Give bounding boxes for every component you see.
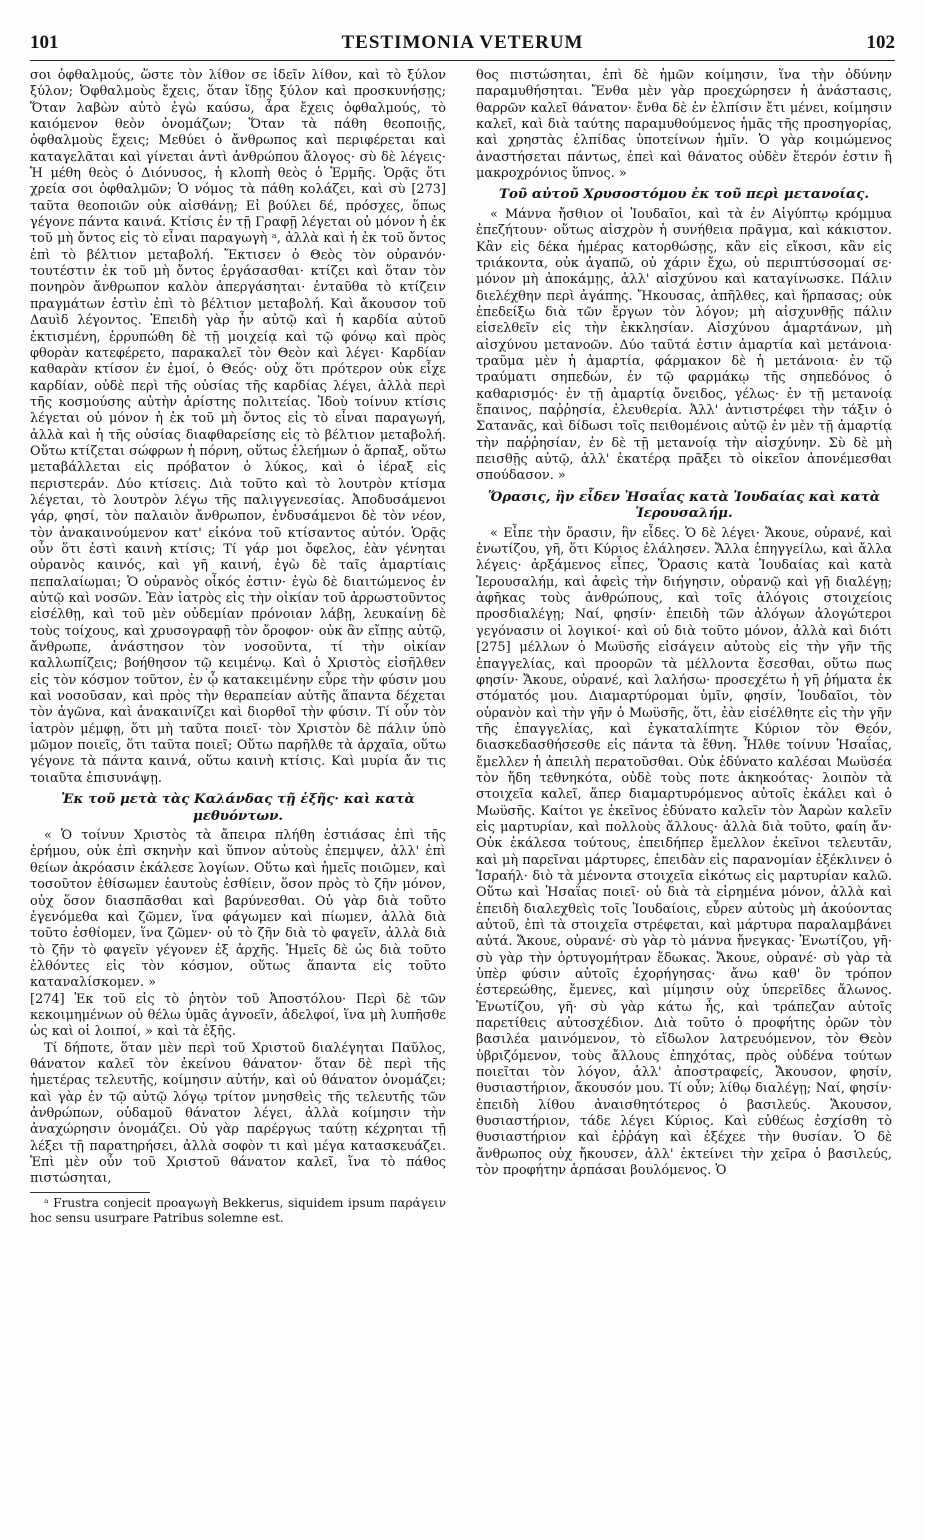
right-paragraph-1: θος πιστώσηται, ἐπὶ δὲ ἡμῶν κοίμησιν, ἵνα τὴν ὀδύνην παραμυθήσηται. Ἔνθα μὲν γὰρ προεχώρησεν ἡ ἀνάστασις, θαρρῶν καλεῖ θάνατον· ἔνθα δὲ ἐν ἐλπίσιν ἔτι μένει, κοίμησιν καλεῖ, καὶ διὰ ταύτης παραμυθούμενος ἡμᾶς τῆς προσηγορίας, καὶ χρηστὰς ἐλπίδας ὑποτείνων ἡμῖν. Ὁ γὰρ κοιμώμενος ἀναστήσεται πάντως, ἐπεὶ καὶ θάνατος οὐδὲν ἕτερόν ἐστιν ἢ μακροχρόνιος ὕπνος. »	[476, 68, 892, 182]
right-section-heading-2: Ὅρασις, ἣν εἶδεν Ἠσαΐας κατὰ Ἰουδαίας καὶ κατὰ Ἱερουσαλήμ.	[487, 488, 881, 522]
running-header	[30, 32, 895, 58]
left-paragraph-4: Τί δήποτε, ὅταν μὲν περὶ τοῦ Χριστοῦ διαλέγηται Παῦλος, θάνατον καλεῖ τὸν ἐκείνου θάνατον· ὅταν δὲ περὶ τῆς ἡμετέρας τελευτῆς, κοίμησιν αὐτήν, καὶ οὐ θάνατον ὀνομάζει; καὶ γὰρ ἐν τῷ αὐτῷ λόγῳ τρίτον μνησθεὶς τῆς τελευτῆς τῶν ἀνθρώπων, οὐδαμοῦ θάνατον λέγει, ἀλλὰ κοίμησιν τὴν ἀναχώρησιν ὀνομάζει. Οὐ γὰρ παρέργως ταύτῃ κέχρηται τῇ λέξει τῇ παρατηρήσει, ἀλλὰ σοφὸν τι καὶ μέγα κατασκευάζει. Ἐπὶ μὲν οὖν τοῦ Χριστοῦ θάνατον καλεῖ, ἵνα τὸ πάθος πιστώσηται,	[30, 1040, 446, 1187]
footnote-rule	[30, 1192, 150, 1193]
left-section-heading-1: Ἐκ τοῦ μετὰ τὰς Καλάνδας τῇ ἑξῆς· καὶ κατὰ μεθυόντων.	[61, 791, 415, 824]
page-number-right: 102	[866, 32, 895, 53]
running-title: TESTIMONIA VETERUM	[341, 32, 584, 53]
right-paragraph-3: « Εἶπε τὴν ὅρασιν, ἣν εἶδες. Ὁ δὲ λέγει· Ἄκουε, οὐρανέ, καὶ ἐνωτίζου, γῆ, ὅτι Κύριος ἐλάλησεν. Ἄλλα ἐπηγγείλω, καὶ ἄλλα λέγεις· ἀρξάμενος εἶπες, Ὅρασις κατὰ Ἰουδαίας καὶ κατὰ Ἱερουσαλήμ, καὶ ἀφεὶς τὴν διήγησιν, οὐρανῷ καὶ γῇ διαλέγῃ; ἀφῆκας τοὺς ἀνθρώπους, καὶ τοῖς ἀλόγοις στοιχείοις προσδιαλέγῃ; Ναί, φησίν· ἐπειδὴ τῶν ἀλόγων ἀλογώτεροι γεγόνασιν οἱ λογικοί· καὶ οὐ διὰ τοῦτο μόνον, ἀλλὰ καὶ διότι [275] μέλλων ὁ Μωϋσῆς εἰσάγειν αὐτοὺς εἰς τὴν γῆν τῆς ἐπαγγελίας, καὶ προορῶν τὰ μέλλοντα ἔσεσθαι, οὕτω πως φησίν· Ἄκουε, οὐρανέ, καὶ λαλήσω· προσεχέτω ἡ γῆ ῥήματα ἐκ στόματός μου. Διαμαρτύρομαι ὑμῖν, φησίν, Ἰουδαῖοι, τὸν οὐρανὸν καὶ τὴν γῆν ὁ Μωϋσῆς, ὅτι, ἐὰν εἰσέλθητε εἰς τὴν γῆν τῆς ἐπαγγελίας, καὶ ἐγκαταλίπητε Κύριον τὸν Θεόν, διασκεδασθήσεσθε εἰς πάντα τὰ ἔθνη. Ἦλθε τοίνυν Ἠσαΐας, ἔμελλεν ἡ ἀπειλὴ περατοῦσθαι. Οὐκ ἐδύνατο καλέσαι Μωϋσέα τὸν ἤδη τεθνηκότα, οὐδὲ τοὺς ποτε ἀκηκοότας· λοιπὸν τὰ στοιχεῖα καλεῖ, ἅπερ διαμαρτυρόμενος αὐτοῖς ἐκάλει καὶ ὁ Μωϋσῆς. Καίτοι γε ἐκεῖνος ἐδύνατο καλεῖν τὸν Ἀαρὼν καλεῖν εἰς μαρτυρίαν, καὶ πολλοὺς ἄλλους· ἀλλὰ διὰ τοῦτο, φαίη ἄν· Οὐκ ἐκάλεσα τούτους, ἐπειδήπερ ἔμελλον ἐκεῖνοι τελευτᾶν, καὶ μὴ παρεῖναι μάρτυρες, ἐπειδὰν εἰς παρανομίαν ἐξέκλινεν ὁ Ἰσραήλ· διὸ τὰ μένοντα στοιχεῖα εἰκότως εἰς μαρτυρίαν καλῶ. Οὕτω καὶ Ἠσαΐας ποιεῖ· οὐ διὰ τὰ εἰρημένα μόνον, ἀλλὰ καὶ ἐπειδὴ διαλεχθεὶς τοῖς Ἰουδαίοις, εὗρεν αὐτοὺς μὴ ἀκούοντας αὐτοῦ, ἐπὶ τὰ στοιχεῖα στρέφεται, καὶ μάρτυρα παραλαμβάνει αὐτά. Ἄκουε, οὐρανέ· σὺ γὰρ τὸ μάννα ἤνεγκας· Ἐνωτίζου, γῆ· σὺ γὰρ τὴν ὀρτυγομήτραν ἔδωκας. Ἄκουε, οὐρανέ· σὺ γὰρ τὰ ὑπὲρ φύσιν αὐτοῖς ἐχορήγησας· ἄνω καθ' ὃν τρόπον ἐστερεώθης, ἔμενες, καὶ μίμησιν οὐχ ὑπερεῖδες ἄλωνος. Ἐνωτίζου, γῆ· σὺ γὰρ κάτω ἦς, καὶ τράπεζαν αὐτοῖς παρετίθεις αὐτοσχέδιον. Διὰ τοῦτο ὁ προφήτης ὁρῶν τὸν βασιλέα μαινόμενον, τὸ εἴδωλον λατρευόμενον, τὸν Θεὸν ὑβριζόμενον, τοὺς ἄλλους ἐπηχότας, πρὸς οὐδένα τούτων ποιεῖται τὸν λόγον, ἀλλ' ἀποστραφείς, Ἄκουσον, φησίν, θυσιαστήριον, ἄκουσόν μου. Τί οὖν; λίθῳ διαλέγῃ; Ναί, φησίν· ἐπειδὴ λίθου ἀναισθητότερος ὁ βασιλεύς. Ἄκουσον, θυσιαστήριον, τάδε λέγει Κύριος. Καὶ εὐθέως ἐσχίσθη τὸ θυσιαστήριον καὶ ἐῤῥάγη καὶ ἐξέχεε τὴν θυσίαν. Ὁ δὲ ἄνθρωπος οὐχ ἤκουσεν, ἀλλ' ἐκτείνει τὴν χεῖρα ὁ βασιλεύς, τὸν προφήτην ἁρπάσαι βουλόμενος. Ὁ	[476, 525, 892, 1179]
left-paragraph-2: « Ὁ τοίνυν Χριστὸς τὰ ἄπειρα πλήθη ἑστιάσας ἐπὶ τῆς ἐρήμου, οὐκ ἐπὶ σκηνὴν καὶ ὕπνον αὐτοὺς ἐπεμψεν, ἀλλ' ἐπὶ θείων ἀκρόασιν ἐκάλεσε λογίων. Οὕτω καὶ ἡμεῖς ποιῶμεν, καὶ τοσοῦτον ἐθίσωμεν ἑαυτοὺς ἐσθίειν, ὅσον πρὸς τὸ ζῆν μόνον, οὐχ ὅσον διασπᾶσθαι καὶ βαρύνεσθαι. Οὐ γὰρ διὰ τοῦτο ἐγενόμεθα καὶ ζῶμεν, ἵνα φάγωμεν καὶ πίωμεν, ἀλλὰ διὰ τοῦτο ἐσθίομεν, ἵνα ζῶμεν· οὐ τὸ ζῆν διὰ τὸ φαγεῖν, ἀλλὰ διὰ τὸ ζῆν τὸ φαγεῖν γέγονεν ἐξ ἀρχῆς. Ἡμεῖς δὲ ὡς διὰ τοῦτο ἐλθόντες εἰς τὸν κόσμον, οὕτως ἅπαντα εἰς τοῦτο καταναλίσκομεν. »	[30, 828, 446, 991]
right-column	[476, 68, 892, 1530]
left-column	[30, 68, 446, 1530]
right-section-heading-1: Τοῦ αὐτοῦ Χρυσοστόμου ἐκ τοῦ περὶ μετανοίας.	[498, 186, 870, 203]
header-rule	[30, 60, 895, 61]
left-paragraph-1: σοι ὀφθαλμούς, ὥστε τὸν λίθον σε ἰδεῖν λίθον, καὶ τὸ ξύλον ξύλον; Ὀφθαλμοὺς ἔχεις, ὅταν ἴδῃς ξύλον καὶ προσκυνήσῃς; Ὅταν λαβὼν αὐτὸ ἐγὼ καύσω, ἆρα ἔχεις ὀφθαλμούς, τὸ καιόμενον θεὸν ὀνομάζων; Ὅταν τὰ πάθη θεοποιῇς, ὀφθαλμοὺς ἔχεις; Μεθύει ὁ ἄνθρωπος καὶ περιφέρεται καὶ καταγελᾶται καὶ γίνεται ἀντὶ ἀνθρώπου ἄλογος· σὺ δὲ λέγεις· Ἡ μέθη θεὸς ὁ Διόνυσος, ἡ κλοπὴ θεὸς ὁ Ἑρμῆς. Ὁρᾷς ὅτι χρεία σοι ὀφθαλμῶν; Ὁ νόμος τὰ πάθη κολάζει, καὶ σὺ [273] ταῦτα θεοποιῶν οὐκ αἰσθάνῃ; Εἰ βούλει δέ, πρόσχες, ὅπως γέγονε πάντα καινά. Κτίσις ἐν τῇ Γραφῇ λέγεται οὐ μόνον ἡ ἐκ τοῦ μὴ ὄντος εἰς τὸ εἶναι παραγωγὴ ᵃ, ἀλλὰ καὶ ἡ ἐκ τοῦ ὄντος ἐπὶ τὸ βέλτιον μεταβολή. Ἔκτισεν ὁ Θεὸς τὸν οὐρανόν· τουτέστιν ἐκ τοῦ μὴ ὄντος ἐργάσασθαι· κτίζει καὶ ὅταν τὸν πονηρὸν ἄνθρωπον καλὸν ἀπεργάσηται· ἐνταῦθα τὸ κτίζειν πραγμάτων ἐστὶν ἐπὶ τὸ βέλτιον μεταβολή. Καὶ ἄκουσον τοῦ Δαυὶδ λέγοντος. Ἐπειδὴ γὰρ ἦν αὐτῷ καὶ ἡ καρδία αὐτοῦ ἐκτισμένη, ἐρρυπώθη δὲ τῇ μοιχείᾳ καὶ τῷ φόνῳ καὶ πρὸς φθορὰν κατεφέρετο, παρακαλεῖ τὸν Θεὸν καὶ λέγει· Καρδίαν καθαρὰν κτίσον ἐν ἐμοί, ὁ Θεός· οὐχ ὅτι πρότερον οὐκ εἶχε καρδίαν, οὐδὲ περὶ τῆς οὐσίας τῆς καρδίας λέγει, ἀλλὰ περὶ τῆς κοσμούσης αὐτὴν ἀρίστης πολιτείας. Ἰδοὺ τοίνυν κτίσις λέγεται οὐ μόνον ἡ ἐκ τοῦ μὴ ὄντος εἰς τὸ εἶναι παραγωγή, ἀλλὰ καὶ ἡ τῆς οὐσίας διαφθαρείσης εἰς τὸ βέλτιον μεταβολή. Οὕτω κτίζεται σώφρων ἡ πόρνη, οὕτως ἐλεήμων ὁ ἅρπαξ, οὕτω μεταβάλλεται εἰς πρόβατον ὁ λύκος, καὶ ὁ ἱέραξ εἰς περιστεράν. Δύο κτίσεις. Διὰ τοῦτο καὶ τὸ λουτρὸν κτίσμα λέγεται, τὸ λουτρὸν λέγω τῆς παλιγγενεσίας. Ἀποδυσάμενοι γάρ, φησί, τὸν παλαιὸν ἄνθρωπον, ἐνδυσάμενοι δὲ τὸν νέον, τὸν ἀνακαινούμενον κατ' εἰκόνα τοῦ κτίσαντος αὐτόν. Ὁρᾷς οὖν ὅτι ἐστὶ καινὴ κτίσις; Τί γάρ μοι ὄφελος, ἐὰν γένηται οὐρανὸς καινός, καὶ γῆ καινή, ἐγὼ δὲ ταῖς ἁμαρτίαις πεπαλαίωμαι; Ὁ οὐρανὸς οἶκός ἐστιν· ἐγὼ δὲ διαιτώμενος ἐν αὐτῷ καὶ νοσῶν. Ἐὰν ἰατρὸς εἰς τὴν οἰκίαν τοῦ ἀρρωστοῦντος εἰσέλθῃ, καὶ τοῦ μὲν οὐδεμίαν πρόνοιαν λάβῃ, λευκαίνῃ δὲ τοὺς τοίχους, καὶ χρυσογραφῇ τὸν ὄροφον· οὐκ ἂν εἴπῃς αὐτῷ, ἄνθρωπε, ἀνάστησον τὸν νοσοῦντα, τί τὴν οἰκίαν καλλωπίζεις; βοήθησον τῷ κειμένῳ. Καὶ ὁ Χριστὸς εἰσῆλθεν εἰς τὸν κόσμον τοῦτον, ἐν ᾧ κατακειμένην εὗρε τὴν φύσιν μου καὶ νοσοῦσαν, καὶ πρὸς τὴν θεραπείαν αὐτῆς ἅπαντα δέχεται τὸν ἀγῶνα, καὶ ἀνακαινίζει καὶ διορθοῖ τὴν φύσιν. Τί οὖν τὸν ἰατρὸν μέμφῃ, ὅτι μὴ ταῦτα ποιεῖ· τὸν Χριστὸν δὲ πάλιν ὑπὸ μῶμον ποιεῖς, ὅτι ταῦτα ποιεῖ; Οὕτω παρῆλθε τὰ ἀρχαῖα, οὕτω γέγονε τὰ πάντα καινά, οὕτω καινὴ κτίσις. Καὶ μυρία ἄν τις τοιαῦτα ἐπισυνάψῃ.	[30, 68, 446, 786]
left-paragraph-3: [274] Ἐκ τοῦ εἰς τὸ ῥητὸν τοῦ Ἀποστόλου· Περὶ δὲ τῶν κεκοιμημένων οὐ θέλω ὑμᾶς ἀγνοεῖν, ἀδελφοί, ἵνα μὴ λυπῆσθε ὡς καὶ οἱ λοιποί, » καὶ τὰ ἑξῆς.	[30, 991, 446, 1040]
footnote: ᵃ Frustra conjecit προαγωγὴ Bekkerus, siquidem ipsum παράγειν hoc sensu usurpare Patribus solemne est.	[30, 1195, 446, 1225]
right-paragraph-2: « Μάννα ἤσθιον οἱ Ἰουδαῖοι, καὶ τὰ ἐν Αἰγύπτῳ κρόμμυα ἐπεζήτουν· οὕτως αἰσχρὸν ἡ συνήθεια πρᾶγμα, καὶ κάκιστον. Κἂν εἰς δέκα ἡμέρας κατορθώσῃς, κἂν εἰς εἴκοσι, κἂν εἰς τριάκοντα, οὐκ ἀγαπῶ, οὐ χάριν ἔχω, οὐ περιπτύσσομαί σε· μόνον μὴ ἀποκάμῃς, ἀλλ' αἰσχύνου καὶ καταγίνωσκε. Πάλιν διελέχθην περὶ ἀγάπης. Ἤκουσας, ἀπῆλθες, καὶ ἥρπασας; οὐκ ἐπεδείξω διὰ τῶν ἔργων τὸν λόγον; μὴ αἰσχυνθῇς πάλιν εἰσελθεῖν εἰς τὴν ἐκκλησίαν. Αἰσχύνου ἁμαρτάνων, μὴ αἰσχύνου μετανοῶν. Δύο ταῦτά ἐστιν ἁμαρτία καὶ μετάνοια· τραῦμα μὲν ἡ ἁμαρτία, φάρμακον δὲ ἡ μετάνοια· ἐν τῷ τραύματι σηπεδών, ἐν τῷ φαρμάκῳ τῆς σηπεδόνος ὁ καθαρισμός· ἐν τῇ ἁμαρτίᾳ ὄνειδος, γέλως· ἐν τῇ μετανοίᾳ ἔπαινος, παῤῥησία, ἐλευθερία. Ἀλλ' ἀντιστρέφει τὴν τάξιν ὁ Σατανᾶς, καὶ δίδωσι τοῖς πειθομένοις αὐτῷ ἐν μὲν τῇ ἁμαρτίᾳ τὴν παῤῥησίαν, ἐν δὲ τῇ μετανοίᾳ τὴν αἰσχύνην. Σὺ δὲ μὴ πεισθῇς αὐτῷ, ἀλλ' ἑκατέρᾳ πρᾶξει τὸ οἰκεῖον ἀπονέμεσθαι σπούδασον. »	[476, 206, 892, 484]
page-number-left: 101	[30, 32, 59, 53]
